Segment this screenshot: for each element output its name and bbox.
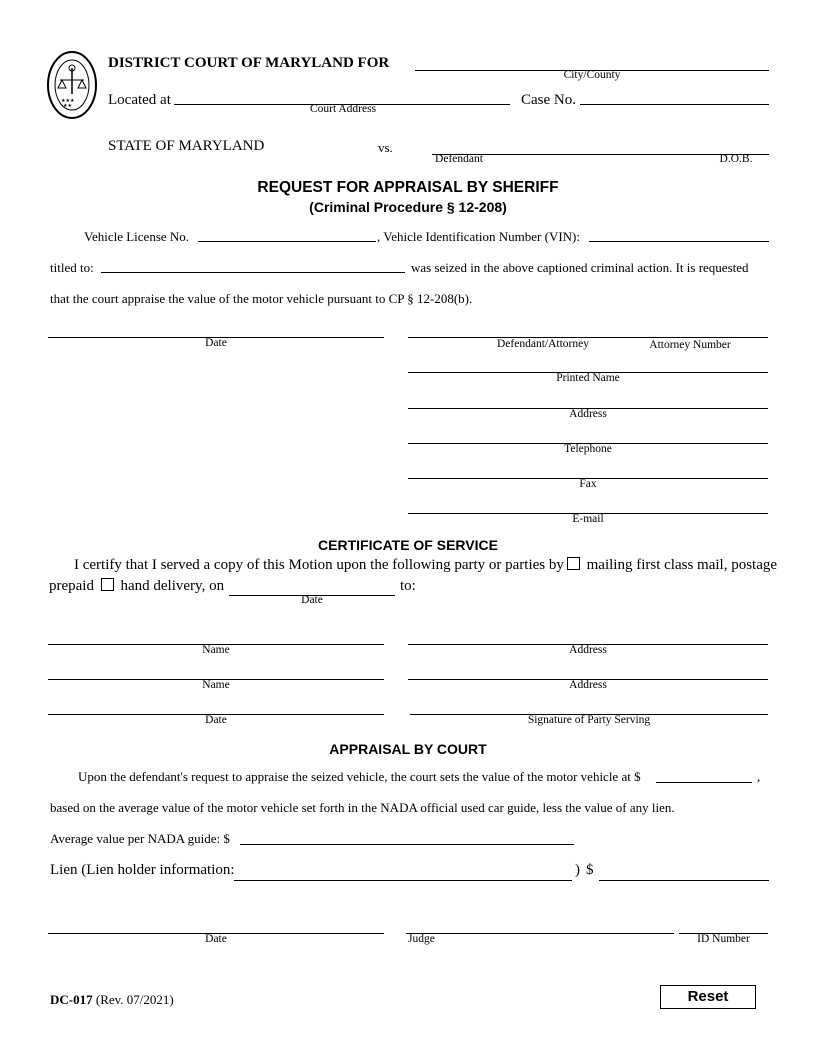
appraisal-line2: based on the average value of the motor vehicle set forth in the NADA official used car guide, less the value of any lien.: [50, 800, 675, 815]
court-address-caption: Court Address: [309, 103, 377, 115]
certificate-line: [74, 557, 777, 574]
seized-text: was seized in the above captioned criminal action. It is requested: [411, 260, 749, 275]
address-caption: Address: [569, 408, 607, 420]
party-name-caption-2: Name: [202, 679, 230, 691]
certificate-heading: CERTIFICATE OF SERVICE: [318, 537, 498, 553]
appraisal-line1-end: ,: [757, 769, 761, 784]
case-no-label: Case No.: [521, 92, 576, 108]
certificate-line-2: [49, 578, 224, 595]
mailing-checkbox[interactable]: [567, 557, 580, 570]
court-title: DISTRICT COURT OF MARYLAND FOR: [108, 55, 390, 71]
date-caption: Date: [205, 337, 227, 349]
fax-caption: Fax: [579, 478, 597, 490]
telephone-caption: Telephone: [564, 443, 612, 455]
nada-label: Average value per NADA guide: $: [50, 831, 230, 846]
form-footer: [50, 992, 174, 1008]
service-signature-date-caption: Date: [205, 714, 227, 726]
vs-label: vs.: [378, 140, 393, 155]
hand-delivery-checkbox[interactable]: [101, 578, 114, 591]
form-subtitle: (Criminal Procedure § 12-208): [309, 199, 507, 215]
vehicle-license-field[interactable]: [198, 225, 376, 242]
case-no-field[interactable]: [580, 88, 769, 105]
judge-signature-line[interactable]: [406, 933, 674, 934]
form-id: DC-017: [50, 992, 93, 1007]
titled-to-field[interactable]: [101, 256, 405, 273]
appraise-request-text: that the court appraise the value of the motor vehicle pursuant to CP § 12-208(b).: [50, 291, 473, 306]
id-number-caption: ID Number: [697, 933, 750, 945]
defendant-caption: Defendant: [435, 153, 483, 165]
form-title: REQUEST FOR APPRAISAL BY SHERIFF: [257, 179, 559, 196]
court-value-field[interactable]: [656, 766, 752, 783]
defendant-attorney-caption: Defendant/Attorney: [497, 338, 589, 350]
vin-label: , Vehicle Identification Number (VIN):: [377, 229, 580, 244]
lien-label: Lien (Lien holder information:: [50, 862, 235, 878]
judge-caption: Judge: [408, 933, 435, 945]
party-name-caption-1: Name: [202, 644, 230, 656]
lien-dollar-sign: $: [586, 862, 594, 878]
party-address-caption-1: Address: [569, 644, 607, 656]
vin-field[interactable]: [589, 225, 769, 242]
appraisal-heading: APPRAISAL BY COURT: [329, 741, 487, 757]
court-seal-icon: [46, 50, 98, 120]
city-county-caption: City/County: [563, 69, 621, 81]
lien-close-paren: ): [575, 862, 580, 878]
vehicle-license-label: Vehicle License No.: [84, 229, 190, 244]
dob-caption: D.O.B.: [719, 153, 753, 165]
nada-value-field[interactable]: [240, 828, 574, 845]
svg-text:★★★: ★★★: [61, 98, 75, 104]
printed-name-caption: Printed Name: [556, 372, 620, 384]
judge-date-caption: Date: [205, 933, 227, 945]
court-seal: [46, 50, 98, 120]
to-label: to:: [400, 578, 416, 594]
svg-text:★★: ★★: [63, 103, 72, 109]
appraisal-line1: Upon the defendant's request to appraise the seized vehicle, the court sets the value of the motor vehicle at $: [78, 769, 641, 784]
form-revision: (Rev. 07/2021): [95, 992, 174, 1007]
hand-delivery-label: hand delivery, on: [120, 578, 225, 594]
prepaid-label: prepaid: [49, 578, 94, 594]
state-of-maryland: STATE OF MARYLAND: [108, 138, 265, 154]
lien-holder-field[interactable]: [234, 864, 572, 881]
certificate-line1: I certify that I served a copy of this Motion upon the following party or parties by: [74, 557, 564, 573]
party-serving-signature-caption: Signature of Party Serving: [527, 714, 651, 726]
service-date-caption: Date: [301, 594, 323, 606]
reset-button[interactable]: Reset: [660, 985, 756, 1009]
party-address-caption-2: Address: [569, 679, 607, 691]
lien-amount-field[interactable]: [599, 864, 769, 881]
attorney-number-caption: Attorney Number: [649, 339, 731, 351]
mailing-label: mailing first class mail, postage: [586, 557, 778, 573]
titled-to-label: titled to:: [50, 260, 94, 275]
email-caption: E-mail: [572, 513, 604, 525]
located-at-label: Located at: [108, 92, 171, 108]
